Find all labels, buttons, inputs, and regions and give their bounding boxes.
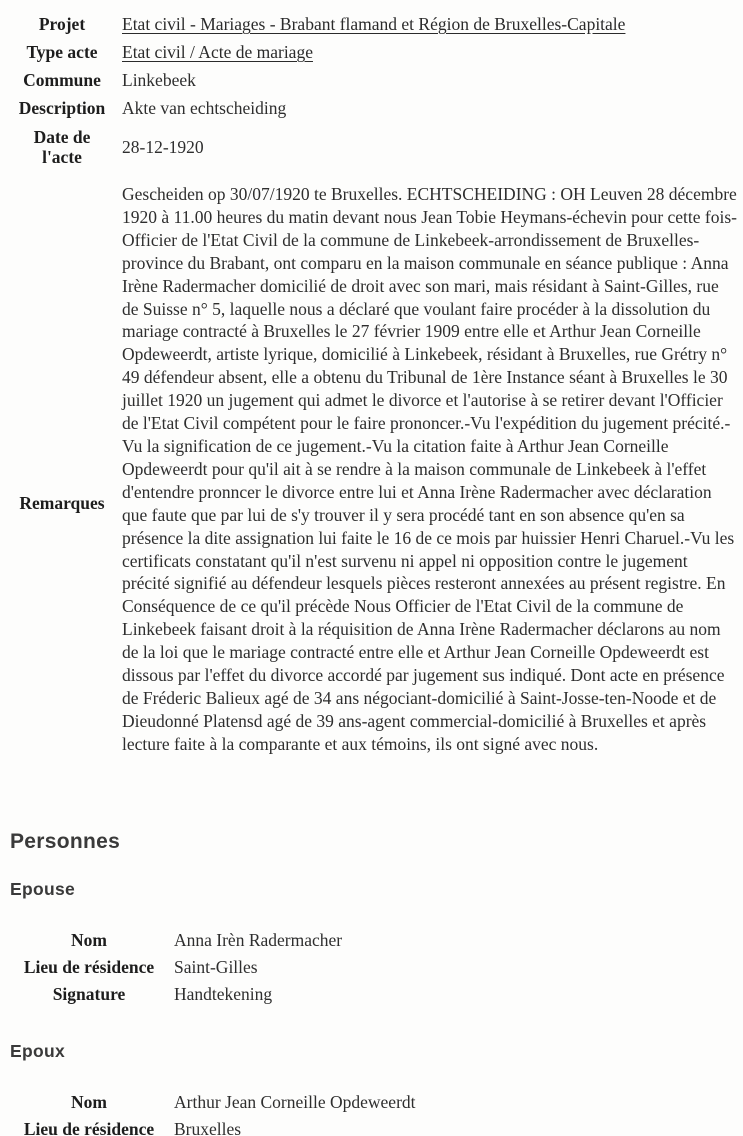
- epouse-nom-label: Nom: [71, 930, 107, 950]
- record-fields: [10, 10, 737, 823]
- remarques-value: Gescheiden op 30/07/1920 te Bruxelles. ECHTSCHEIDING : OH Leuven 28 décembre 1920 à 11.00 heures du matin devant nous Jean Tobie Heymans-échevin pour cette fois-Officier de l'Etat Civil de la commune de Linkebeek-arrondissement de Bruxelles-province du Brabant, ont comparu en la maison communale en séance publique : Anna Irène Radermacher domicilié de droit avec son mari, mais résidant à Saint-Gilles, rue de Suisse n° 5, laquelle nous a déclaré que voulant faire procéder à la dissolution du mariage contracté à Bruxelles le 27 février 1909 entre elle et Arthur Jean Corneille Opdeweerdt, artiste lyrique, domicilié à Linkebeek, résidant à Bruxelles, rue Grétry n° 49 défendeur absent, elle a obtenu du Tribunal de 1ère Instance séant à Bruxelles le 30 juillet 1920 un jugement qui admet le divorce et l'autorise à se retirer devant l'Officier de l'Etat Civil compétent pour le faire prononcer.-Vu l'expédition du jugement précité.-Vu la signification de ce jugement.-Vu la citation faite à Arthur Jean Corneille Opdeweerdt pour qu'il ait à se rendre à la maison communale de Linkebeek à l'effet d'entendre pronncer le divorce entre lui et Anna Irène Radermacher avec déclaration que faute que par lui de s'y trouver il y sera procédé tant en son absence qu'en sa présence la dite assignation lui faite le 16 de ce mois par huissier Henri Charuel.-Vu les certificats constatant qu'il n'est survenu ni appel ni opposition contre le jugement précité signifié au défendeur lesquels pièces resteront annexées au présent registre. En Conséquence de ce qu'il précède Nous Officier de l'Etat Civil de la commune de Linkebeek faisant droit à la réquisition de Anna Irène Radermacher déclarons au nom de la loi que le mariage contracté entre elle et Arthur Jean Corneille Opdeweerdt est dissous par l'effet du divorce accordé par jugement sus indiqué. Dont acte en présence de Fréderic Balieux agé de 34 ans négociant-domicilié à Saint-Josse-ten-Noode et de Dieudonné Platensd agé de 39 ans-agent commercial-domicilié à Bruxelles et après lecture faite à la comparante et aux témoins, ils ont signé avec nous.: [122, 184, 737, 754]
- epoux-row-residence: [10, 1116, 737, 1136]
- epoux-nom-label: Nom: [71, 1092, 107, 1112]
- date-acte-label-cell: [10, 127, 114, 167]
- field-row-date-acte: [10, 126, 737, 168]
- personnes-heading: Personnes: [10, 830, 121, 853]
- date-acte-value: 28-12-1920: [122, 136, 204, 157]
- epouse-signature-value: Handtekening: [174, 984, 273, 1004]
- epoux-row-nom: [10, 1089, 737, 1116]
- epouse-row-signature: [10, 981, 737, 1008]
- field-row-projet: [10, 10, 737, 38]
- field-row-type-acte: [10, 38, 737, 66]
- commune-value: Linkebeek: [122, 70, 196, 90]
- epouse-residence-value: Saint-Gilles: [174, 957, 258, 977]
- epouse-table: [10, 927, 737, 1008]
- projet-label: Projet: [38, 14, 86, 34]
- type-acte-value-cell: [114, 38, 737, 66]
- epouse-row-residence: [10, 954, 737, 981]
- projet-link[interactable]: Etat civil - Mariages - Brabant flamand et Région de Bruxelles-Capitale: [122, 14, 626, 34]
- description-label: Description: [18, 98, 106, 118]
- projet-value-cell: [114, 10, 737, 38]
- epouse-nom-value: Anna Irèn Radermacher: [174, 930, 343, 950]
- commune-label: Commune: [23, 70, 101, 90]
- epouse-row-nom: [10, 927, 737, 954]
- epoux-residence-label: Lieu de résidence: [23, 1119, 155, 1136]
- description-value: Akte van echtscheiding: [122, 98, 287, 118]
- field-row-description: [10, 94, 737, 122]
- epoux-table: [10, 1089, 737, 1136]
- epouse-heading: Epouse: [10, 879, 76, 899]
- field-row-remarques: [10, 183, 737, 823]
- epoux-heading: Epoux: [10, 1041, 65, 1061]
- epoux-nom-value: Arthur Jean Corneille Opdeweerdt: [174, 1092, 416, 1112]
- epouse-residence-label: Lieu de résidence: [23, 957, 155, 977]
- field-row-commune: [10, 66, 737, 94]
- remarques-label: Remarques: [19, 492, 105, 513]
- epouse-signature-label: Signature: [52, 984, 126, 1004]
- epoux-residence-value: Bruxelles: [174, 1119, 242, 1136]
- type-acte-link[interactable]: Etat civil / Acte de mariage: [122, 42, 313, 62]
- date-acte-label: Date de l'acte: [33, 127, 91, 167]
- type-acte-label: Type acte: [26, 42, 98, 62]
